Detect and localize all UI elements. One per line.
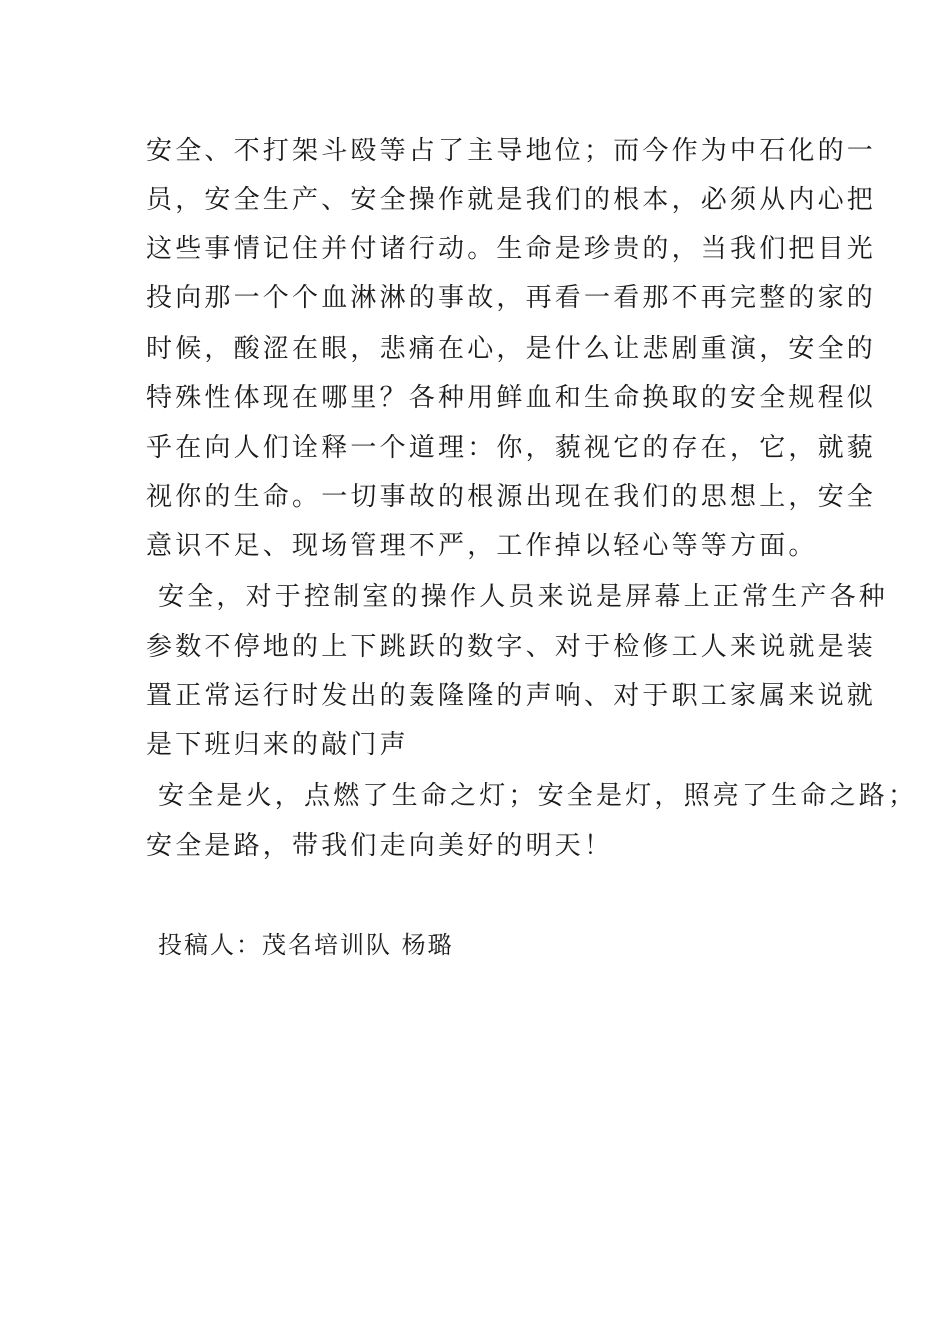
paragraph-1-line-6: 特殊性体现在哪里？各种用鲜血和生命换取的安全规程似	[146, 383, 877, 413]
paragraph-2-line-1: 安全，对于控制室的操作人员来说是屏幕上正常生产各种	[158, 582, 889, 612]
paragraph-1-line-4: 投向那一个个血淋淋的事故，再看一看那不再完整的家的	[146, 283, 877, 313]
paragraph-3-line-2: 安全是路，带我们走向美好的明天！	[146, 831, 614, 861]
paragraph-1-line-9: 意识不足、现场管理不严，工作掉以轻心等等方面。	[146, 531, 818, 561]
paragraph-2-line-2: 参数不停地的上下跳跃的数字、对于检修工人来说就是装	[146, 632, 877, 662]
paragraph-2-line-4: 是下班归来的敲门声	[146, 730, 409, 760]
paragraph-1-line-1: 安全、不打架斗殴等占了主导地位；而今作为中石化的一	[146, 136, 877, 166]
paragraph-1-line-3: 这些事情记住并付诸行动。生命是珍贵的，当我们把目光	[146, 234, 877, 264]
paragraph-3-line-1: 安全是火，点燃了生命之灯；安全是灯，照亮了生命之路；	[158, 781, 918, 811]
paragraph-1-line-7: 乎在向人们诠释一个道理：你，藐视它的存在，它，就藐	[146, 433, 877, 463]
paragraph-1-line-5: 时候，酸涩在眼，悲痛在心，是什么让悲剧重演，安全的	[146, 334, 877, 364]
paragraph-1-line-8: 视你的生命。一切事故的根源出现在我们的思想上，安全	[146, 482, 877, 512]
paragraph-2-line-3: 置正常运行时发出的轰隆隆的声响、对于职工家属来说就	[146, 681, 877, 711]
paragraph-1-line-2: 员，安全生产、安全操作就是我们的根本，必须从内心把	[146, 185, 877, 215]
author-signature: 投稿人：茂名培训队 杨璐	[158, 931, 454, 959]
